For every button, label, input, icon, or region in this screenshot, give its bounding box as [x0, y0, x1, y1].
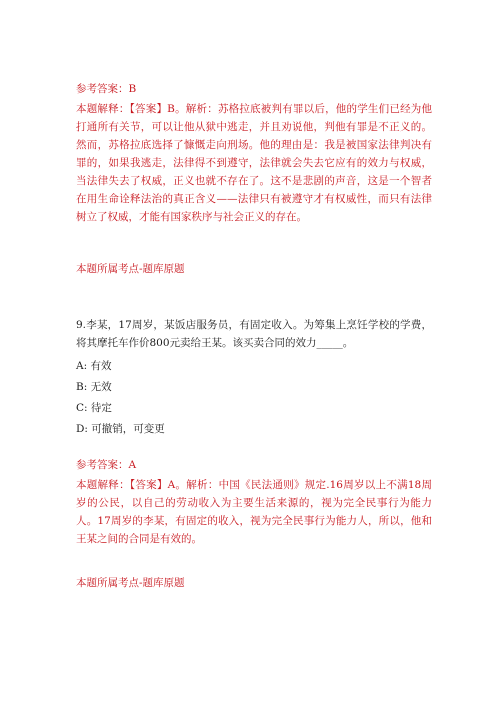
q9-stem: 9.李某，17周岁，某饭店服务员，有固定收入。为筹集上烹饪学校的学费，将其摩托车作价800元卖给王某。该买卖合同的效力_____。 — [76, 319, 432, 349]
q9-explanation: 本题解释：【答案】A。解析：中国《民法通则》规定.16周岁以上不满18周岁的公民，以自己的劳动收入为主要生活来源的，视为完全民事行为能力人。17周岁的李某，有固定的收入，视为完全民事行为能力人，所以，他和王某之间的合同是有效的。 — [76, 479, 432, 545]
q9-source: 本题所属考点-题库原题 — [76, 577, 185, 589]
q8-explanation: 本题解释：【答案】B。解析：苏格拉底被判有罪以后，他的学生们已经为他打通所有关节，可以让他从狱中逃走，并且劝说他，判他有罪是不正义的。然而，苏格拉底选择了慷慨走向刑场。他的理由是：我是被国家法律判决有罪的，如果我逃走，法律得不到遵守，法律就会失去它应有的效力与权威，当法律失去了权威，正义也就不存在了。这不是悲剧的声音，这是一个智者在用生命诠释法治的真正含义——法律只有被遵守才有权威性，而只有法律树立了权威，才能有国家秩序与社会正义的存在。 — [76, 103, 432, 223]
q9-option-d: D: 可撤销，可变更 — [76, 423, 165, 435]
q8-source: 本题所属考点-题库原题 — [76, 263, 185, 275]
q9-option-b: B: 无效 — [76, 381, 112, 393]
q9-answer: 参考答案：A — [76, 459, 137, 471]
q9-option-a: A: 有效 — [76, 360, 112, 372]
q8-answer: 参考答案：B — [76, 83, 137, 95]
q9-option-c: C: 待定 — [76, 402, 112, 414]
